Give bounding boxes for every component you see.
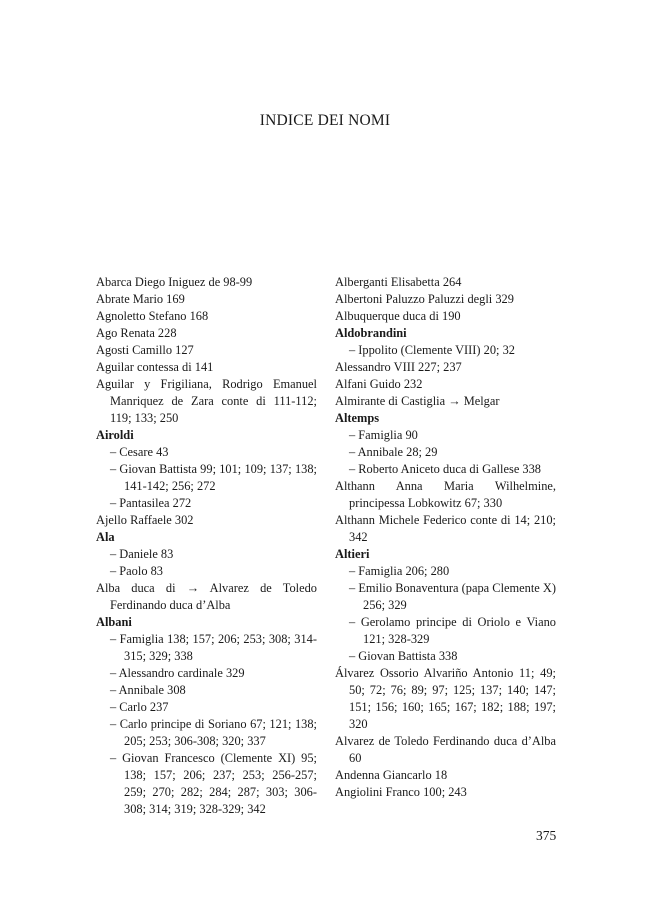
index-entry: Albertoni Paluzzo Paluzzi degli 329 <box>335 292 514 306</box>
index-entry: Albuquerque duca di 190 <box>335 309 461 323</box>
index-subentry <box>335 614 556 648</box>
index-subentry-text: – Daniele 83 <box>110 547 174 561</box>
index-subentry-text: – Ippolito (Clemente VIII) 20; 32 <box>349 343 515 357</box>
index-entry: Althann Anna Maria Wilhelmine, principessa Lobkowitz 67; 330 <box>335 479 556 510</box>
index-subentry-text: – Famiglia 90 <box>349 428 418 442</box>
index-subentry-text: – Emilio Bonaventura (papa Clemente X) 256; 329 <box>349 581 556 612</box>
index-subentry <box>96 682 317 699</box>
index-entry: Ajello Raffaele 302 <box>96 513 194 527</box>
index-subentry <box>96 563 317 580</box>
index-heading: Altieri <box>335 547 370 561</box>
index-subentry <box>96 750 317 818</box>
index-subentry <box>96 546 317 563</box>
index-column-left <box>96 274 317 818</box>
index-subentry <box>335 342 556 359</box>
index-entry: Aguilar contessa di 141 <box>96 360 214 374</box>
index-subentry-text: – Giovan Francesco (Clemente XI) 95; 138; 157; 206; 237; 253; 256-257; 259; 270; 282; 284; 287; 303; 306-308; 314; 319; 328-329; 342 <box>110 751 317 816</box>
index-entry: Abrate Mario 169 <box>96 292 185 306</box>
index-entry: Alvarez de Toledo Ferdinando duca d’Alba 60 <box>335 734 556 765</box>
index-entry: Abarca Diego Iniguez de 98-99 <box>96 275 253 289</box>
index-subentry-text: – Famiglia 206; 280 <box>349 564 450 578</box>
index-subentry-text: – Giovan Battista 99; 101; 109; 137; 138; 141-142; 256; 272 <box>110 462 317 493</box>
index-subentry-text: – Carlo 237 <box>110 700 169 714</box>
index-subentry-text: – Annibale 28; 29 <box>349 445 438 459</box>
index-subentry <box>335 427 556 444</box>
index-subentry <box>335 563 556 580</box>
index-subentry-text: – Famiglia 138; 157; 206; 253; 308; 314-315; 329; 338 <box>110 632 317 663</box>
index-subentry <box>335 648 556 665</box>
index-subentry <box>335 444 556 461</box>
index-subentry-text: – Alessandro cardinale 329 <box>110 666 245 680</box>
index-entry: Agosti Camillo 127 <box>96 343 194 357</box>
index-heading: Airoldi <box>96 428 134 442</box>
index-subentry <box>335 580 556 614</box>
index-subentry-text: – Paolo 83 <box>110 564 164 578</box>
index-entry: Almirante di Castiglia → Melgar <box>335 394 500 408</box>
index-subentry-text: – Cesare 43 <box>110 445 169 459</box>
index-entry: Alessandro VIII 227; 237 <box>335 360 462 374</box>
index-subentry <box>96 665 317 682</box>
index-entry: Alberganti Elisabetta 264 <box>335 275 462 289</box>
index-subentry-text: – Carlo principe di Soriano 67; 121; 138; 205; 253; 306-308; 320; 337 <box>110 717 317 748</box>
index-heading: Altemps <box>335 411 380 425</box>
index-subentry <box>96 461 317 495</box>
index-entry: Alba duca di → Alvarez de Toledo Ferdinando duca d’Alba <box>96 581 317 612</box>
index-subentry <box>335 461 556 478</box>
index-entry: Aguilar y Frigiliana, Rodrigo Emanuel Manriquez de Zara conte di 111-112; 119; 133; 250 <box>96 377 317 425</box>
index-subentry-text: – Roberto Aniceto duca di Gallese 338 <box>349 462 542 476</box>
index-subentry <box>96 631 317 665</box>
index-entry: Andenna Giancarlo 18 <box>335 768 448 782</box>
index-entry: Alfani Guido 232 <box>335 377 423 391</box>
index-subentry-text: – Annibale 308 <box>110 683 186 697</box>
index-entry: Angiolini Franco 100; 243 <box>335 785 467 799</box>
index-entry: Ago Renata 228 <box>96 326 177 340</box>
index-entry: Álvarez Ossorio Alvariño Antonio 11; 49; 50; 72; 76; 89; 97; 125; 137; 140; 147; 151; 156; 160; 165; 167; 182; 188; 197; 320 <box>335 666 556 731</box>
index-subentry <box>96 444 317 461</box>
index-column-right <box>335 274 556 801</box>
index-subentry-text: – Gerolamo principe di Oriolo e Viano 121; 328-329 <box>349 615 556 646</box>
index-subentry <box>96 495 317 512</box>
index-subentry <box>96 716 317 750</box>
index-entry: Agnoletto Stefano 168 <box>96 309 209 323</box>
index-subentry-text: – Pantasilea 272 <box>110 496 192 510</box>
index-subentry <box>96 699 317 716</box>
index-heading: Aldobrandini <box>335 326 407 340</box>
index-heading: Albani <box>96 615 132 629</box>
index-subentry-text: – Giovan Battista 338 <box>349 649 458 663</box>
index-heading: Ala <box>96 530 115 544</box>
index-entry: Althann Michele Federico conte di 14; 210; 342 <box>335 513 556 544</box>
page-number: 375 <box>536 828 557 843</box>
page-title: INDICE DEI NOMI <box>259 112 391 129</box>
